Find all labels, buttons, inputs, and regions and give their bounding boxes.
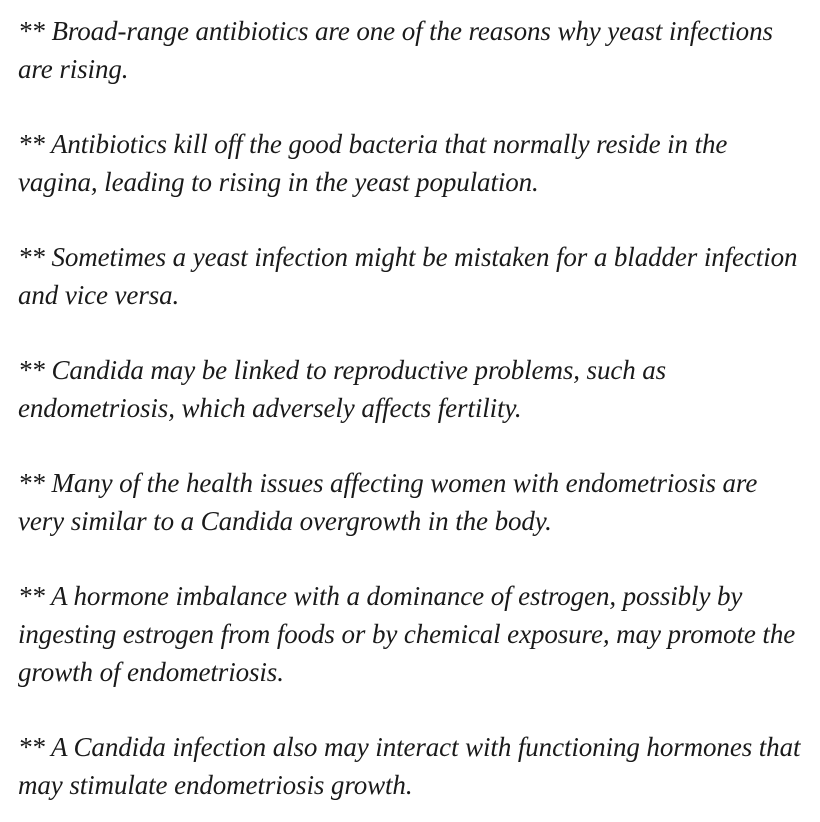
paragraph-antibiotics-rising: ** Broad-range antibiotics are one of the reasons why yeast infections are rising. — [18, 16, 773, 84]
paragraph-reproductive-problems: ** Candida may be linked to reproductive problems, such as endometriosis, which adversely affects fertility. — [18, 355, 667, 423]
paragraph-good-bacteria: ** Antibiotics kill off the good bacteria that normally reside in the vagina, leading to rising in the yeast population. — [18, 129, 728, 197]
paragraph-hormone-imbalance: ** A hormone imbalance with a dominance of estrogen, possibly by ingesting estrogen from foods or by chemical exposure, may promote the growth of endometriosis. — [18, 581, 796, 687]
paragraph-bladder-infection: ** Sometimes a yeast infection might be mistaken for a bladder infection and vice versa. — [18, 242, 798, 310]
paragraph-health-issues: ** Many of the health issues affecting women with endometriosis are very similar to a Candida overgrowth in the body. — [18, 468, 758, 536]
document-body — [18, 12, 808, 804]
paragraph-candida-hormones: ** A Candida infection also may interact with functioning hormones that may stimulate endometriosis growth. — [18, 732, 801, 800]
